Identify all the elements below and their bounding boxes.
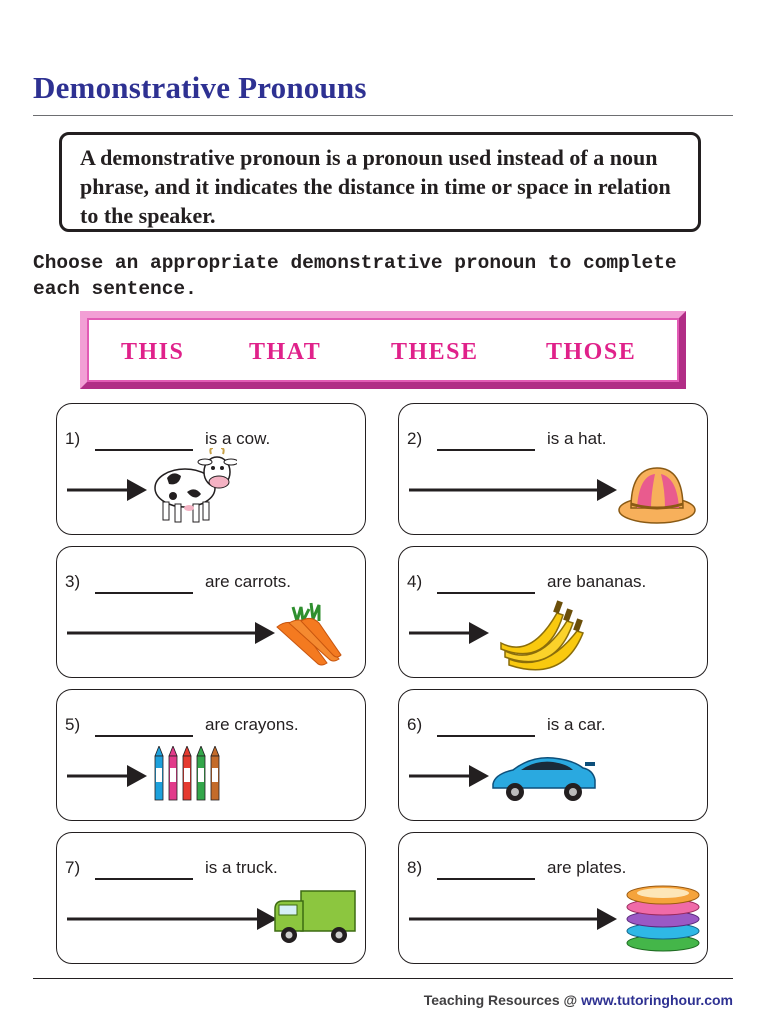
footer-link[interactable]: www.tutoringhour.com <box>581 992 733 1008</box>
bananas-icon <box>495 597 585 671</box>
answer-blank-3[interactable] <box>95 592 193 594</box>
answer-blank-8[interactable] <box>437 878 535 880</box>
answer-blank-6[interactable] <box>437 735 535 737</box>
arrow-icon <box>409 764 489 788</box>
crayons-icon <box>153 746 233 802</box>
question-card-5 <box>56 689 366 821</box>
word-that: THAT <box>249 339 322 365</box>
question-text: are carrots. <box>205 572 291 591</box>
word-these: THESE <box>391 339 479 365</box>
answer-blank-4[interactable] <box>437 592 535 594</box>
answer-blank-5[interactable] <box>95 735 193 737</box>
question-text: is a car. <box>547 715 606 734</box>
question-card-8 <box>398 832 708 964</box>
question-number: 5) <box>65 715 81 734</box>
footer-divider <box>33 978 733 979</box>
instructions: Choose an appropriate demonstrative pronoun to complete each sentence. <box>33 252 677 300</box>
arrow-icon <box>67 907 277 931</box>
question-text: is a cow. <box>205 429 271 448</box>
word-this: THIS <box>121 339 185 365</box>
question-text: are plates. <box>547 858 627 877</box>
question-card-6 <box>398 689 708 821</box>
arrow-icon <box>409 907 617 931</box>
word-bank <box>80 311 686 389</box>
arrow-icon <box>409 478 617 502</box>
definition-box: A demonstrative pronoun is a pronoun used instead of a noun phrase, and it indicates the distance in time or space in relation to the speaker. <box>59 132 701 232</box>
answer-blank-7[interactable] <box>95 878 193 880</box>
question-number: 2) <box>407 429 423 448</box>
question-card-3 <box>56 546 366 678</box>
question-card-2 <box>398 403 708 535</box>
arrow-icon <box>67 621 275 645</box>
arrow-icon <box>409 621 489 645</box>
title-divider <box>33 115 733 116</box>
question-text: are bananas. <box>547 572 647 591</box>
question-text: are crayons. <box>205 715 299 734</box>
cow-icon <box>149 448 237 524</box>
question-number: 7) <box>65 858 81 877</box>
question-card-7 <box>56 832 366 964</box>
arrow-icon <box>67 764 147 788</box>
question-text: is a hat. <box>547 429 607 448</box>
footer-label: Teaching Resources @ <box>423 992 578 1008</box>
question-card-4 <box>398 546 708 678</box>
question-number: 3) <box>65 572 81 591</box>
footer <box>424 992 733 1008</box>
hat-icon <box>617 464 697 526</box>
truck-icon <box>273 889 357 945</box>
question-number: 4) <box>407 572 423 591</box>
question-text: is a truck. <box>205 858 278 877</box>
plates-icon <box>623 879 703 955</box>
car-icon <box>491 754 597 802</box>
question-card-1 <box>56 403 366 535</box>
carrots-icon <box>271 597 345 667</box>
answer-blank-2[interactable] <box>437 449 535 451</box>
page-title: Demonstrative Pronouns <box>33 70 367 105</box>
question-number: 1) <box>65 429 81 448</box>
question-number: 8) <box>407 858 423 877</box>
arrow-icon <box>67 478 147 502</box>
question-number: 6) <box>407 715 423 734</box>
word-those: THOSE <box>546 339 637 365</box>
